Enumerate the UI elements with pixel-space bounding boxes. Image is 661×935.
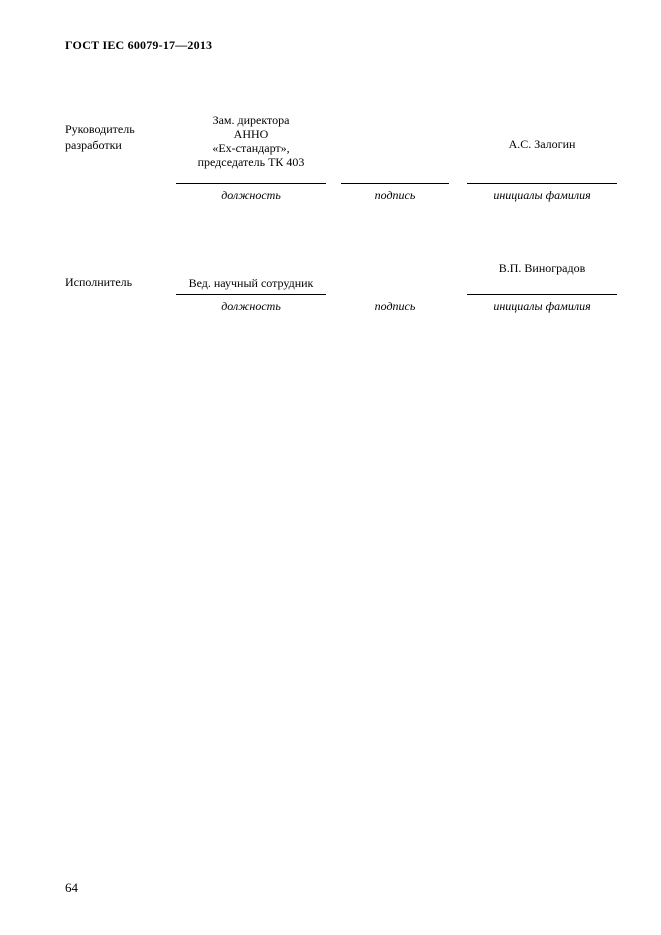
role-label-line-2: разработки bbox=[65, 138, 122, 152]
position-text-head bbox=[176, 113, 326, 169]
signature-underline-1 bbox=[341, 183, 449, 184]
caption-signature-2: подпись bbox=[374, 299, 416, 313]
name-text-head: А.С. Залогин bbox=[508, 137, 576, 151]
caption-name-2: инициалы фамилия bbox=[493, 299, 591, 313]
position-line-3: «Ех-стандарт», bbox=[212, 141, 290, 155]
role-label-executor: Исполнитель bbox=[65, 275, 133, 289]
position-underline-1 bbox=[176, 183, 326, 184]
caption-position-1: должность bbox=[221, 188, 281, 202]
caption-signature-1: подпись bbox=[374, 188, 416, 202]
page-number: 64 bbox=[65, 880, 78, 895]
position-text-executor: Вед. научный сотрудник bbox=[188, 276, 314, 290]
role-label-head bbox=[65, 121, 135, 153]
position-line-4: председатель ТК 403 bbox=[197, 155, 305, 169]
document-header: ГОСТ IEC 60079-17—2013 bbox=[65, 38, 213, 52]
position-underline-2 bbox=[176, 294, 326, 295]
name-text-executor: В.П. Виноградов bbox=[498, 261, 586, 275]
name-underline-2 bbox=[467, 294, 617, 295]
caption-position-2: должность bbox=[221, 299, 281, 313]
position-line-2: АННО bbox=[233, 127, 269, 141]
name-underline-1 bbox=[467, 183, 617, 184]
caption-name-1: инициалы фамилия bbox=[493, 188, 591, 202]
position-line-1: Зам. директора bbox=[212, 113, 290, 127]
role-label-line-1: Руководитель bbox=[65, 122, 135, 136]
